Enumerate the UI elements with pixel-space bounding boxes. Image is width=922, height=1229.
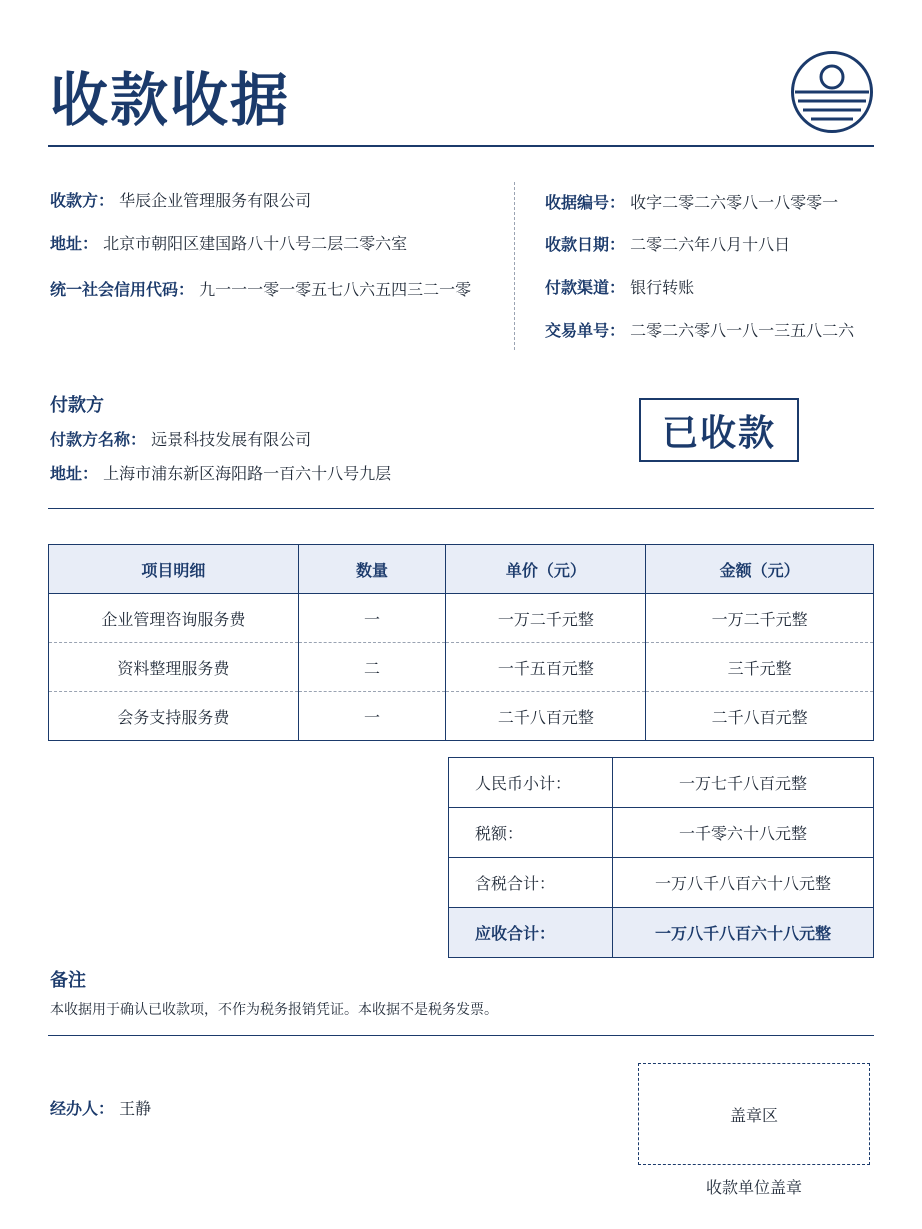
- payer-name-value: 远景科技发展有限公司: [151, 430, 312, 449]
- payee-address-label: 地址：: [50, 234, 99, 253]
- item-unit-price: 二千八百元整: [446, 692, 646, 741]
- payer-name-row: [50, 429, 311, 451]
- items-header-row: [49, 545, 874, 594]
- total-incl-tax-value: 一万八千八百六十八元整: [613, 858, 874, 908]
- info-column-separator: [514, 182, 515, 350]
- tax-label: 税额：: [449, 808, 613, 858]
- transaction-no-value: 二零二六零八一八一三五八二六: [630, 321, 855, 340]
- item-qty: 二: [298, 643, 446, 692]
- tax-value: 一千零六十八元整: [613, 808, 874, 858]
- item-amount: 二千八百元整: [646, 692, 874, 741]
- payee-name-value: 华辰企业管理服务有限公司: [119, 191, 312, 210]
- table-row: [49, 692, 874, 741]
- item-name: 企业管理咨询服务费: [49, 594, 299, 643]
- item-unit-price: 一千五百元整: [446, 643, 646, 692]
- payer-name-label: 付款方名称：: [50, 430, 147, 449]
- payment-channel-value: 银行转账: [630, 278, 695, 297]
- item-amount: 三千元整: [646, 643, 874, 692]
- transaction-no-label: 交易单号：: [545, 321, 626, 340]
- payer-address-row: [50, 463, 391, 485]
- total-incl-tax-row: [449, 858, 874, 908]
- payer-section-title: 付款方: [50, 395, 104, 416]
- payment-channel-row: [545, 277, 694, 299]
- totals-table: [448, 757, 874, 958]
- receipt-no-value: 收字二零二六零八一八零零一: [630, 193, 839, 212]
- remark-title: 备注: [50, 970, 86, 991]
- remark-text: 本收据用于确认已收款项，不作为税务报销凭证。本收据不是税务发票。: [50, 1002, 498, 1018]
- remark-divider: [48, 1035, 874, 1036]
- handler-label: 经办人：: [50, 1099, 115, 1118]
- payee-address-row: [50, 233, 407, 255]
- amount-due-value: 一万八千八百六十八元整: [613, 908, 874, 958]
- amount-due-row: [449, 908, 874, 958]
- payer-divider: [48, 508, 874, 509]
- sun-over-water-logo-icon: [790, 50, 874, 134]
- handler-name: 王静: [119, 1099, 152, 1118]
- receipt-no-label: 收据编号：: [545, 193, 626, 212]
- transaction-no-row: [545, 320, 854, 342]
- payee-credit-row: [50, 279, 471, 301]
- subtotal-row: [449, 758, 874, 808]
- item-qty: 一: [298, 692, 446, 741]
- receipt-no-row: [545, 192, 838, 214]
- handler-row: [50, 1098, 151, 1120]
- header-unit-price: 单价（元）: [446, 545, 646, 594]
- subtotal-value: 一万七千八百元整: [613, 758, 874, 808]
- paid-status-stamp: 已收款: [639, 398, 799, 462]
- receipt-date-row: [545, 234, 790, 256]
- header-amount: 金额（元）: [646, 545, 874, 594]
- total-incl-tax-label: 含税合计：: [449, 858, 613, 908]
- items-table: [48, 544, 874, 741]
- payer-address-value: 上海市浦东新区海阳路一百六十八号九层: [103, 464, 392, 483]
- seal-area-label: 盖章区: [729, 1105, 778, 1125]
- item-name: 资料整理服务费: [49, 643, 299, 692]
- payee-name-label: 收款方：: [50, 191, 115, 210]
- amount-due-label: 应收合计：: [449, 908, 613, 958]
- payee-address-value: 北京市朝阳区建国路八十八号二层二零六室: [103, 234, 408, 253]
- payment-channel-label: 付款渠道：: [545, 278, 626, 297]
- header-qty: 数量: [298, 545, 446, 594]
- seal-caption: 收款单位盖章: [705, 1178, 802, 1197]
- item-qty: 一: [298, 594, 446, 643]
- seal-area: [638, 1063, 870, 1165]
- header-item: 项目明细: [49, 545, 299, 594]
- title-divider: [48, 145, 874, 147]
- table-row: [49, 643, 874, 692]
- receipt-date-value: 二零二六年八月十八日: [630, 235, 791, 254]
- item-amount: 一万二千元整: [646, 594, 874, 643]
- subtotal-label: 人民币小计：: [449, 758, 613, 808]
- item-unit-price: 一万二千元整: [446, 594, 646, 643]
- receipt-title: 收款收据: [50, 66, 291, 134]
- tax-row: [449, 808, 874, 858]
- payee-credit-label: 统一社会信用代码：: [50, 280, 195, 299]
- payee-name-row: [50, 190, 311, 212]
- payer-address-label: 地址：: [50, 464, 99, 483]
- item-name: 会务支持服务费: [49, 692, 299, 741]
- payee-credit-value: 九一一一零一零五七八六五四三二一零: [199, 280, 472, 299]
- receipt-date-label: 收款日期：: [545, 235, 626, 254]
- table-row: [49, 594, 874, 643]
